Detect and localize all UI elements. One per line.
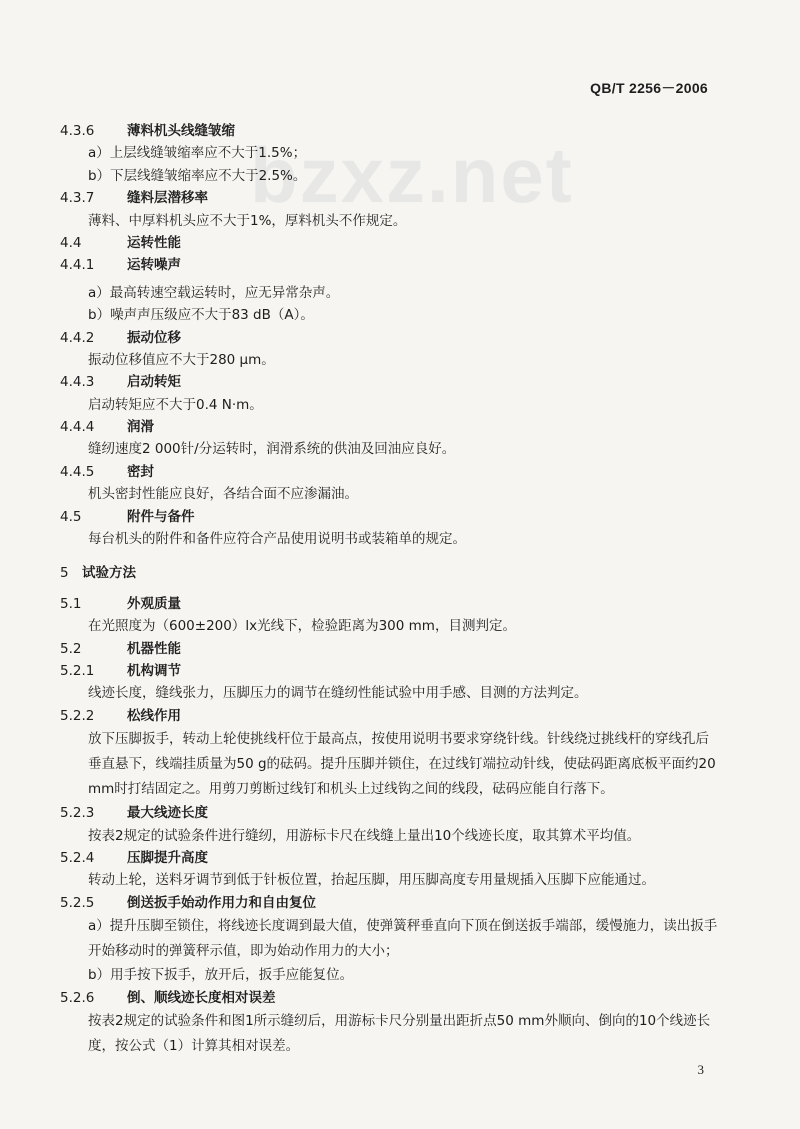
clause-number: 5.2.5 bbox=[60, 894, 95, 911]
page-number: 3 bbox=[697, 1062, 704, 1077]
clause-heading bbox=[60, 416, 720, 438]
paragraph: b）下层线缝皱缩率应不大于2.5%。 bbox=[88, 167, 307, 184]
clause-number: 4.4.5 bbox=[60, 463, 95, 480]
paragraph: 在光照度为（600±200）lx光线下，检验距离为300 mm，目测判定。 bbox=[88, 618, 516, 635]
paragraph: b）噪声声压级应不大于83 dB（A）。 bbox=[88, 307, 314, 324]
paragraph: 线迹长度，缝线张力，压脚压力的调节在缝纫性能试验中用手感、目测的方法判定。 bbox=[88, 685, 588, 702]
clause-number: 5.2.6 bbox=[60, 989, 95, 1006]
clause-title: 密封 bbox=[127, 463, 154, 480]
clause-title: 试验方法 bbox=[82, 565, 136, 582]
clause-heading bbox=[60, 847, 720, 869]
clause-number: 5.2.3 bbox=[60, 805, 95, 822]
clause-number: 4.4.1 bbox=[60, 257, 95, 274]
clause-heading bbox=[60, 120, 720, 142]
clause-number: 5.2 bbox=[60, 640, 82, 657]
clause-number: 5.2.1 bbox=[60, 662, 95, 679]
clause-title: 松线作用 bbox=[127, 707, 181, 724]
clause-heading bbox=[60, 461, 720, 483]
paragraph: a）最高转速空载运转时，应无异常杂声。 bbox=[88, 284, 340, 301]
clause-heading bbox=[60, 254, 720, 276]
clause-title: 运转性能 bbox=[127, 234, 181, 251]
document-body bbox=[60, 120, 720, 1059]
clause-heading bbox=[60, 638, 720, 660]
paragraph: 薄料、中厚料机头应不大于1%，厚料机头不作规定。 bbox=[88, 212, 407, 229]
clause-number: 4.4.2 bbox=[60, 329, 95, 346]
clause-heading bbox=[60, 660, 720, 682]
paragraph: 每台机头的附件和备件应符合产品使用说明书或装箱单的规定。 bbox=[88, 531, 466, 548]
paragraph: 机头密封性能应良好，各结合面不应渗漏油。 bbox=[88, 486, 358, 503]
clause-number: 4.4.4 bbox=[60, 419, 95, 436]
paragraph: b）用手按下扳手，放开后，扳手应能复位。 bbox=[88, 967, 354, 984]
clause-heading bbox=[60, 371, 720, 393]
clause-number: 5 bbox=[60, 565, 69, 582]
clause-title: 启动转矩 bbox=[127, 374, 181, 391]
clause-title: 缝料层潜移率 bbox=[127, 190, 208, 207]
clause-heading bbox=[60, 802, 720, 824]
paragraph: 按表2规定的试验条件和图1所示缝纫后，用游标卡尺分别量出距折点50 mm外顺向、倒向的10个线迹长度，按公式（1）计算其相对误差。 bbox=[88, 1012, 711, 1054]
clause-heading bbox=[60, 232, 720, 254]
paragraph: 缝纫速度2 000针/分运转时，润滑系统的供油及回油应良好。 bbox=[88, 441, 456, 458]
clause-number: 4.5 bbox=[60, 508, 82, 525]
clause-number: 4.3.6 bbox=[60, 123, 95, 139]
clause-number: 4.4 bbox=[60, 234, 82, 251]
clause-title: 倒送扳手始动作用力和自由复位 bbox=[127, 894, 316, 911]
clause-number: 5.1 bbox=[60, 595, 82, 612]
clause-title: 倒、顺线迹长度相对误差 bbox=[127, 989, 276, 1006]
clause-title: 振动位移 bbox=[127, 329, 181, 346]
paragraph: a）上层线缝皱缩率应不大于1.5%； bbox=[88, 145, 307, 162]
clause-title: 薄料机头线缝皱缩 bbox=[127, 123, 235, 139]
clause-title: 机构调节 bbox=[127, 662, 181, 679]
clause-heading bbox=[60, 705, 720, 727]
standard-code: QB/T 2256－2006 bbox=[590, 80, 708, 96]
clause-heading bbox=[60, 892, 720, 914]
clause-heading bbox=[60, 987, 720, 1009]
clause-title: 最大线迹长度 bbox=[127, 805, 208, 822]
clause-heading bbox=[60, 593, 720, 615]
clause-title: 润滑 bbox=[127, 419, 154, 436]
clause-number: 4.4.3 bbox=[60, 374, 95, 391]
clause-heading bbox=[60, 327, 720, 349]
section-heading bbox=[60, 562, 720, 584]
clause-heading bbox=[60, 187, 720, 209]
watermark: bzxz.net bbox=[250, 131, 574, 219]
clause-title: 压脚提升高度 bbox=[127, 849, 208, 866]
paragraph: 振动位移值应不大于280 μm。 bbox=[88, 351, 275, 368]
clause-title: 机器性能 bbox=[127, 640, 181, 657]
paragraph: 启动转矩应不大于0.4 N·m。 bbox=[88, 396, 263, 413]
paragraph: a）提升压脚至锁住，将线迹长度调到最大值，使弹簧秤垂直向下顶在倒送扳手端部，缓慢施力，读出扳手开始移动时的弹簧秤示值，即为始动作用力的大小； bbox=[88, 918, 718, 960]
clause-heading bbox=[60, 506, 720, 528]
clause-number: 5.2.4 bbox=[60, 849, 95, 866]
clause-number: 5.2.2 bbox=[60, 707, 95, 724]
paragraph: 放下压脚扳手，转动上轮使挑线杆位于最高点，按使用说明书要求穿绕针线。针线绕过挑线杆的穿线孔后垂直悬下，线端挂质量为50 g的砝码。提升压脚并锁住，在过线钉端拉动针线，使砝码距离底板平面约20 mm时打结固定之。用剪刀剪断过线钉和机头上过线钩之间的线段，砝码应能自行落下。 bbox=[88, 731, 716, 798]
paragraph: 转动上轮，送料牙调节到低于针板位置，抬起压脚，用压脚高度专用量规插入压脚下应能通过。 bbox=[88, 872, 655, 889]
clause-title: 运转噪声 bbox=[127, 257, 181, 274]
clause-number: 4.3.7 bbox=[60, 190, 95, 207]
paragraph: 按表2规定的试验条件进行缝纫，用游标卡尺在线缝上量出10个线迹长度，取其算术平均值。 bbox=[88, 827, 641, 844]
clause-title: 外观质量 bbox=[127, 595, 181, 612]
clause-title: 附件与备件 bbox=[127, 508, 195, 525]
